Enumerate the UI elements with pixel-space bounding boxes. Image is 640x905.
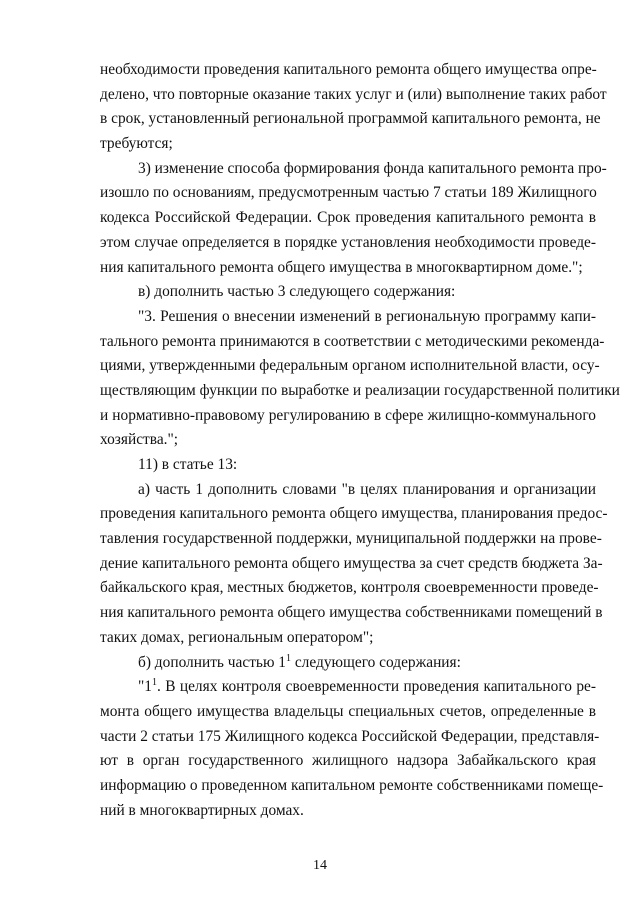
text-line: проведения капитального ремонта общего имущества, планирования предос- xyxy=(100,505,608,523)
superscript: 1 xyxy=(286,652,291,664)
text-line: монта общего имущества владельцы специальных счетов, определенные в xyxy=(100,702,596,720)
text-line xyxy=(100,675,596,700)
text-line: ют в орган государственного жилищного надзора Забайкальского края xyxy=(100,752,596,770)
text-line xyxy=(100,651,596,676)
text-line: ний в многоквартирных домах. xyxy=(100,801,304,819)
text-line: 3) изменение способа формирования фонда капитального ремонта про- xyxy=(138,159,607,177)
text-line: кодекса Российской Федерации. Срок проведения капитального ремонта в xyxy=(100,209,596,227)
text-line: необходимости проведения капитального ремонта общего имущества опре- xyxy=(100,61,597,78)
text-line: тального ремонта принимаются в соответствии с методическими рекоменда- xyxy=(100,332,605,350)
document-text xyxy=(100,58,620,823)
text-line: циями, утвержденными федеральным органом исполнительной власти, осу- xyxy=(100,357,600,375)
text-line: а) часть 1 дополнить словами "в целях планирования и организации xyxy=(138,480,596,498)
text-line: дение капитального ремонта общего имущества за счет средств бюджета За- xyxy=(100,554,603,572)
page-number: 14 xyxy=(313,858,327,873)
text-line: "3. Решения о внесении изменений в региональную программу капи- xyxy=(138,307,596,325)
text-line: ществляющим функции по выработке и реализации государственной политики xyxy=(100,381,620,399)
text-line: требуются; xyxy=(100,135,173,153)
text-fragment: б) дополнить частью 1 xyxy=(138,653,286,671)
text-line: и нормативно-правовому регулированию в сфере жилищно-коммунального xyxy=(100,406,596,424)
text-fragment: "1 xyxy=(138,678,152,696)
text-line: таких домах, региональным оператором"; xyxy=(100,628,374,646)
text-line: в срок, установленный региональной программой капитального ремонта, не xyxy=(100,110,601,128)
text-line: тавления государственной поддержки, муниципальной поддержки на прове- xyxy=(100,530,602,548)
text-line: делено, что повторные оказание таких услуг и (или) выполнение таких работ xyxy=(100,85,607,103)
text-line: хозяйства."; xyxy=(100,431,179,449)
superscript: 1 xyxy=(151,677,157,689)
text-line: части 2 статьи 175 Жилищного кодекса Российской Федерации, представля- xyxy=(100,727,600,745)
text-fragment: . В целях контроля своевременности проведения капитального ре- xyxy=(156,678,596,696)
text-line: информацию о проведенном капитальном ремонте собственниками помеще- xyxy=(100,776,604,794)
text-line: ния капитального ремонта общего имущества в многоквартирном доме."; xyxy=(100,258,583,276)
text-line: в) дополнить частью 3 следующего содержания: xyxy=(138,283,456,301)
text-line: байкальского края, местных бюджетов, контроля своевременности проведе- xyxy=(100,579,599,597)
text-fragment: следующего содержания: xyxy=(291,653,461,671)
text-line: ния капитального ремонта общего имущества собственниками помещений в xyxy=(100,604,603,622)
text-line: 11) в статье 13: xyxy=(138,456,238,473)
text-line: изошло по основаниям, предусмотренным частью 7 статьи 189 Жилищного xyxy=(100,184,597,202)
text-line: этом случае определяется в порядке установления необходимости проведе- xyxy=(100,233,596,251)
